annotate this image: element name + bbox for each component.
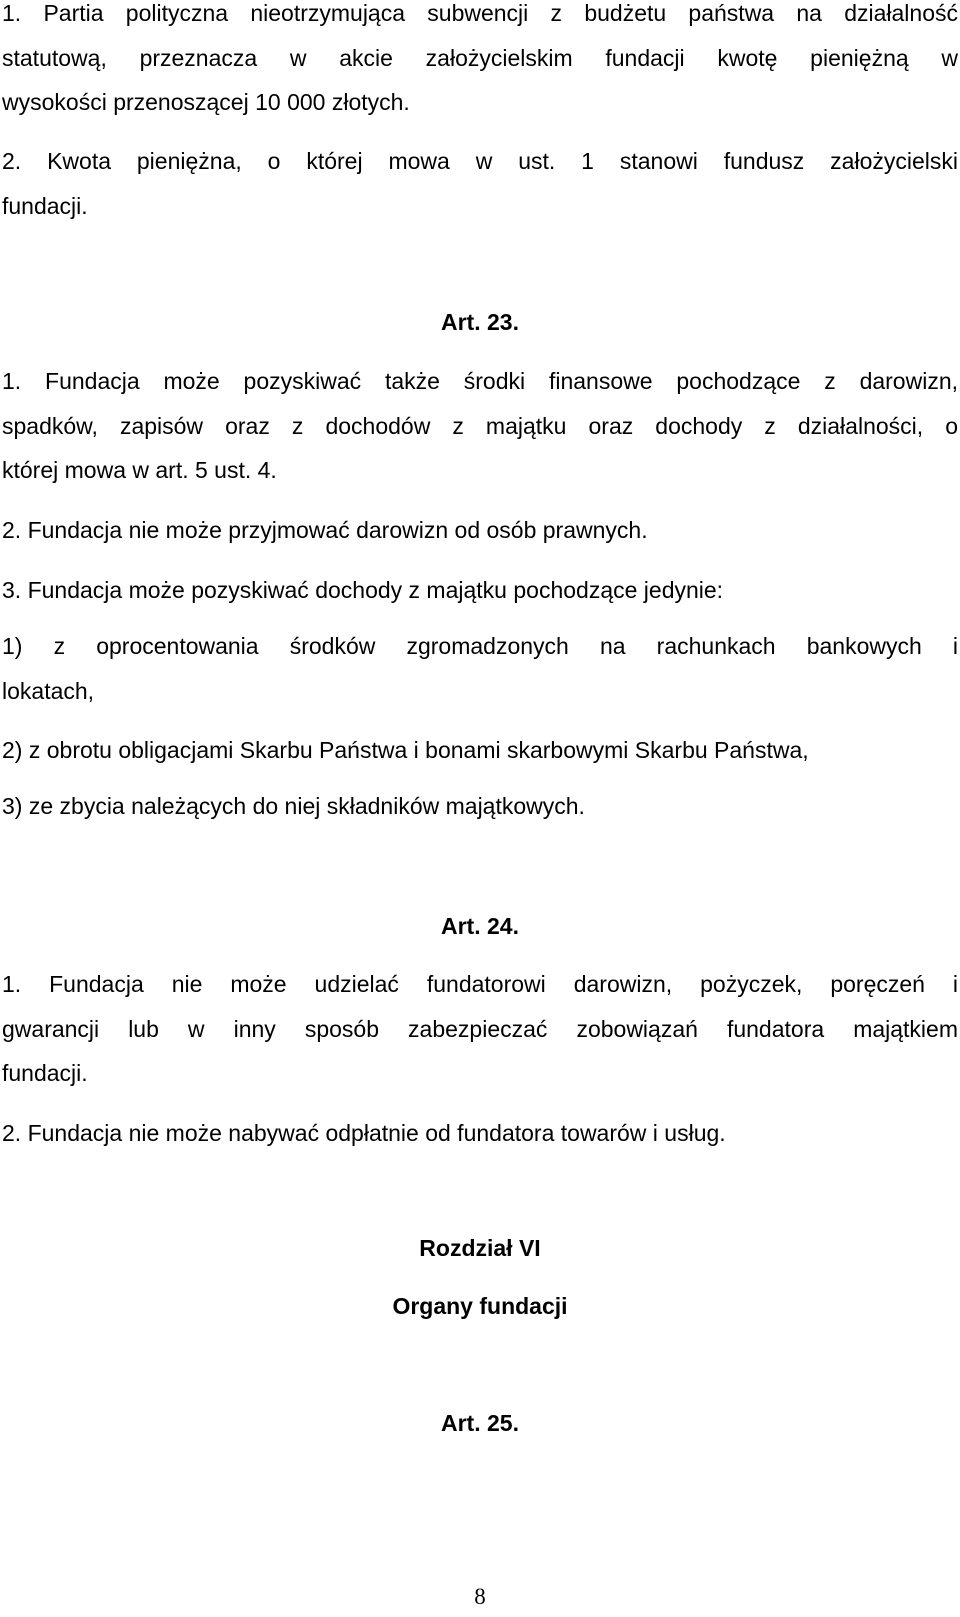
text-line: 2. Fundacja nie może przyjmować darowizn od osób prawnych.	[2, 517, 648, 543]
text-line: fundacji.	[2, 192, 88, 219]
paragraph-funding-2	[2, 139, 958, 228]
text-line: której mowa w art. 5 ust. 4.	[2, 457, 277, 483]
text-line: fundacji.	[2, 1060, 88, 1086]
text-line: spadków, zapisów oraz z dochodów z majątku oraz dochody z działalności, o	[2, 412, 958, 439]
text-line: gwarancji lub w inny sposób zabezpieczać zobowiązań fundatora majątkiem	[2, 1015, 958, 1042]
article-24-heading: Art. 24.	[441, 913, 519, 939]
text-line: 2. Kwota pieniężna, o której mowa w ust. 1 stanowi fundusz założycielski	[2, 148, 958, 174]
article-23-item-3	[2, 784, 958, 829]
chapter-subtitle: Organy fundacji	[392, 1293, 568, 1319]
article-23-item-2	[2, 728, 958, 773]
text-line: 1) z oprocentowania środków zgromadzonych na rachunkach bankowych i	[2, 633, 958, 659]
article-23-paragraph-1	[2, 359, 958, 493]
text-line: statutową, przeznacza w akcie założycielskim fundacji kwotę pieniężną w	[2, 44, 958, 71]
text-line: 3. Fundacja może pozyskiwać dochody z majątku pochodzące jedynie:	[2, 577, 724, 603]
text-line: lokatach,	[2, 677, 95, 704]
article-24-paragraph-2	[2, 1111, 958, 1156]
article-25-heading: Art. 25.	[441, 1410, 519, 1436]
text-line: 1. Fundacja może pozyskiwać także środki finansowe pochodzące z darowizn,	[2, 368, 958, 394]
paragraph-funding-1	[2, 0, 958, 125]
article-23-paragraph-2	[2, 508, 958, 553]
text-line: 2) z obrotu obligacjami Skarbu Państwa i bonami skarbowymi Skarbu Państwa,	[2, 737, 809, 763]
text-line: 2. Fundacja nie może nabywać odpłatnie od fundatora towarów i usług.	[2, 1120, 726, 1146]
text-line: 1. Fundacja nie może udzielać fundatorowi darowizn, pożyczek, poręczeń i	[2, 971, 958, 997]
text-line: wysokości przenoszącej 10 000 złotych.	[2, 89, 410, 115]
text-line: 3) ze zbycia należących do niej składników majątkowych.	[2, 793, 585, 819]
article-23-heading: Art. 23.	[441, 309, 519, 335]
chapter-title: Rozdział VI	[419, 1235, 541, 1261]
article-24-paragraph-1	[2, 962, 958, 1096]
text-line: 1. Partia polityczna nieotrzymująca subwencji z budżetu państwa na działalność	[2, 0, 958, 26]
article-23-paragraph-3	[2, 568, 958, 613]
page-number: 8	[474, 1584, 486, 1609]
article-23-item-1	[2, 624, 958, 713]
